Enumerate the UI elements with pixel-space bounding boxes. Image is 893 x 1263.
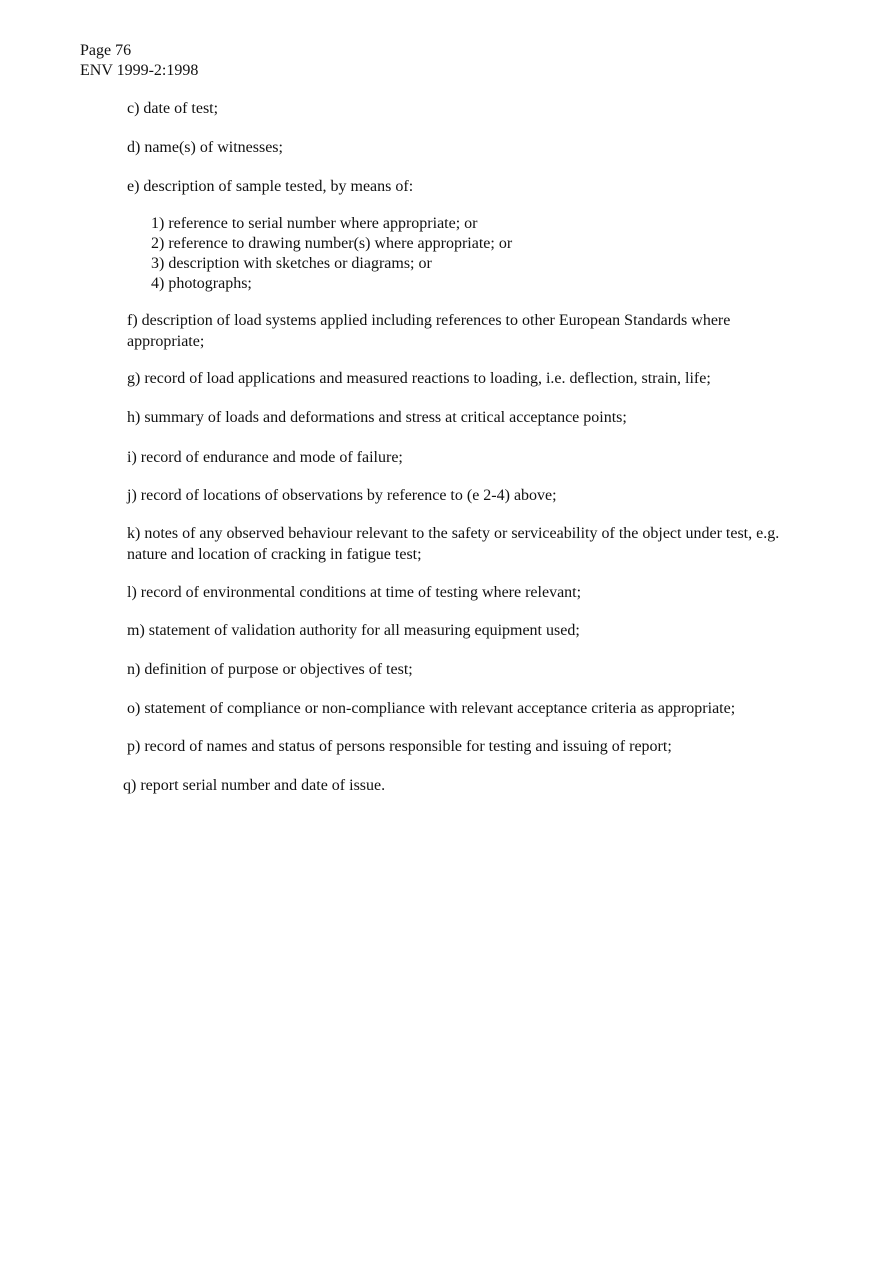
list-item-f-line1: f) description of load systems applied including references to other European Standards where xyxy=(127,312,731,329)
list-item-k-line2: nature and location of cracking in fatigue test; xyxy=(127,546,422,563)
list-item-j: j) record of locations of observations by reference to (e 2-4) above; xyxy=(127,487,557,504)
sub-item-1: 1) reference to serial number where appropriate; or xyxy=(151,215,478,232)
list-item-o: o) statement of compliance or non-compliance with relevant acceptance criteria as appropriate; xyxy=(127,700,736,717)
list-item-c: c) date of test; xyxy=(127,100,219,117)
list-item-k-line1: k) notes of any observed behaviour relevant to the safety or serviceability of the object under test, e.g. xyxy=(127,525,780,542)
list-item-h: h) summary of loads and deformations and stress at critical acceptance points; xyxy=(127,409,627,426)
list-item-k xyxy=(127,523,807,565)
list-item-l: l) record of environmental conditions at time of testing where relevant; xyxy=(127,584,582,601)
list-item-e: e) description of sample tested, by means of: xyxy=(127,178,414,195)
list-item-g: g) record of load applications and measured reactions to loading, i.e. deflection, strain, life; xyxy=(127,370,711,387)
list-item-m: m) statement of validation authority for all measuring equipment used; xyxy=(127,622,580,639)
page-number: Page 76 xyxy=(80,42,132,59)
list-item-i: i) record of endurance and mode of failure; xyxy=(127,449,403,466)
sub-item-3: 3) description with sketches or diagrams; or xyxy=(151,255,432,272)
list-item-d: d) name(s) of witnesses; xyxy=(127,139,283,156)
list-item-q: q) report serial number and date of issue. xyxy=(123,777,386,794)
list-item-p: p) record of names and status of persons responsible for testing and issuing of report; xyxy=(127,738,672,755)
list-item-f-line2: appropriate; xyxy=(127,333,205,350)
list-item-f xyxy=(127,310,807,352)
standard-reference: ENV 1999-2:1998 xyxy=(80,62,199,79)
page-header xyxy=(80,41,198,81)
list-item-n: n) definition of purpose or objectives of test; xyxy=(127,661,413,678)
sub-item-4: 4) photographs; xyxy=(151,275,252,292)
sub-item-2: 2) reference to drawing number(s) where appropriate; or xyxy=(151,235,513,252)
